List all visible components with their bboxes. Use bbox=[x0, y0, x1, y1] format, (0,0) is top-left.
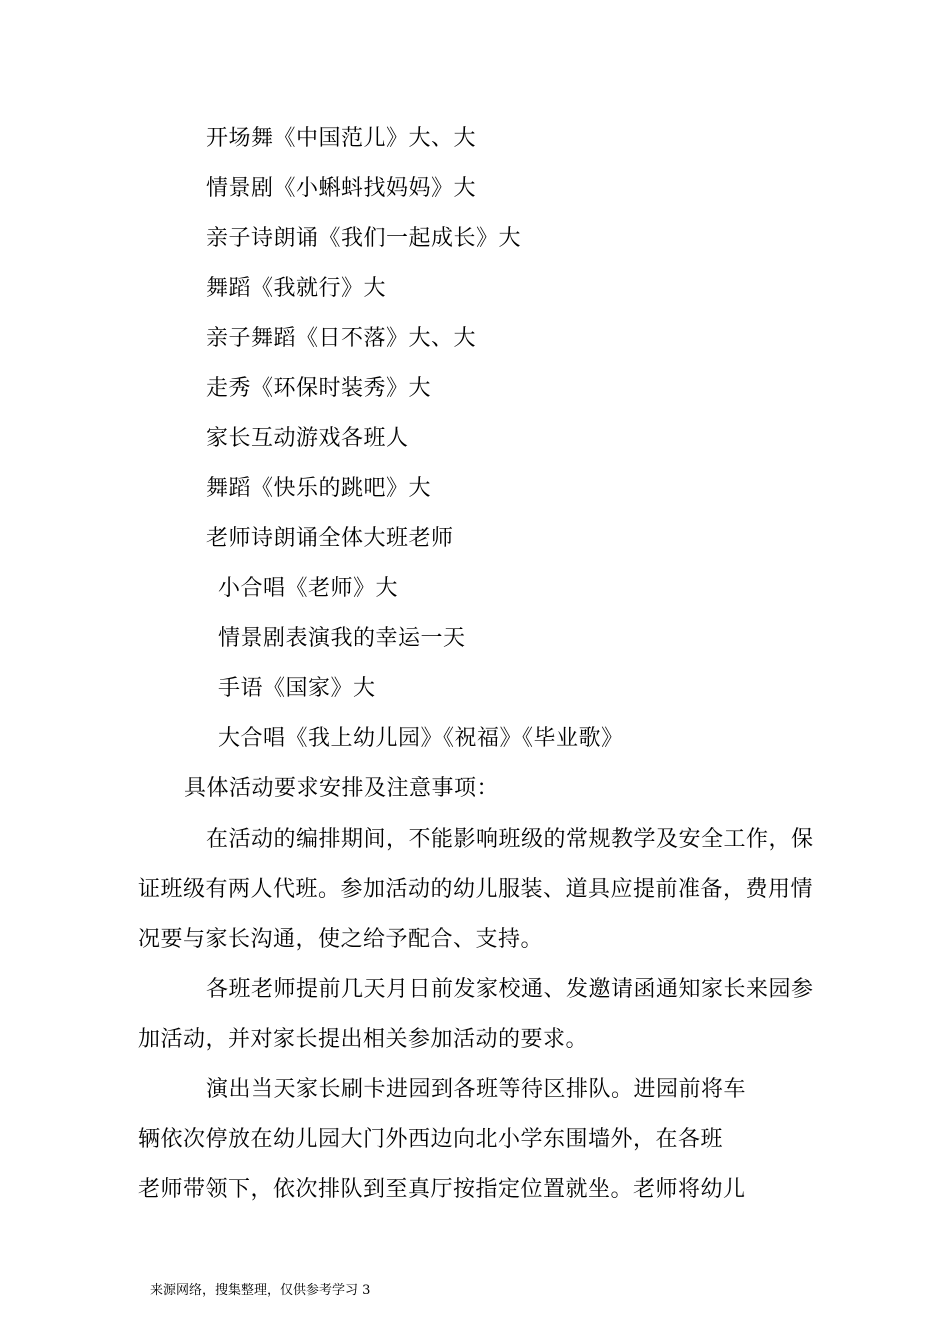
program-item: 亲子诗朗诵《我们一起成长》大 bbox=[206, 226, 522, 251]
program-item: 亲子舞蹈《日不落》大、大 bbox=[206, 326, 477, 351]
body-line: 老师带领下，依次排队到至真厅按指定位置就坐。老师将幼儿 bbox=[138, 1177, 746, 1202]
body-line: 各班老师提前几天月日前发家校通、发邀请函通知家长来园参 bbox=[206, 977, 814, 1002]
program-item: 舞蹈《我就行》大 bbox=[206, 276, 387, 301]
body-line: 加活动，并对家长提出相关参加活动的要求。 bbox=[138, 1027, 589, 1052]
program-item: 家长互动游戏各班人 bbox=[206, 426, 409, 451]
program-item: 大合唱《我上幼儿园》《祝福》《毕业歌》 bbox=[218, 726, 624, 751]
body-line: 况要与家长沟通，使之给予配合、支持。 bbox=[138, 927, 544, 952]
body-line: 在活动的编排期间，不能影响班级的常规教学及安全工作，保 bbox=[206, 827, 814, 852]
program-item: 情景剧表演我的幸运一天 bbox=[218, 626, 466, 651]
program-item: 手语《国家》大 bbox=[218, 676, 376, 701]
page-footer: 来源网络，搜集整理，仅供参考学习 3 bbox=[150, 1283, 371, 1298]
program-item: 走秀《环保时装秀》大 bbox=[206, 376, 432, 401]
body-line: 辆依次停放在幼儿园大门外西边向北小学东围墙外，在各班 bbox=[138, 1127, 724, 1152]
body-line: 演出当天家长刷卡进园到各班等待区排队。进园前将车 bbox=[206, 1077, 747, 1102]
program-item: 老师诗朗诵全体大班老师 bbox=[206, 526, 454, 551]
body-line: 证班级有两人代班。参加活动的幼儿服装、道具应提前准备，费用情 bbox=[138, 877, 814, 902]
program-item: 情景剧《小蝌蚪找妈妈》大 bbox=[206, 176, 477, 201]
program-item: 小合唱《老师》大 bbox=[218, 576, 399, 601]
program-item: 舞蹈《快乐的跳吧》大 bbox=[206, 476, 432, 501]
program-item: 开场舞《中国范儿》大、大 bbox=[206, 126, 477, 151]
section-heading: 具体活动要求安排及注意事项： bbox=[184, 776, 500, 801]
